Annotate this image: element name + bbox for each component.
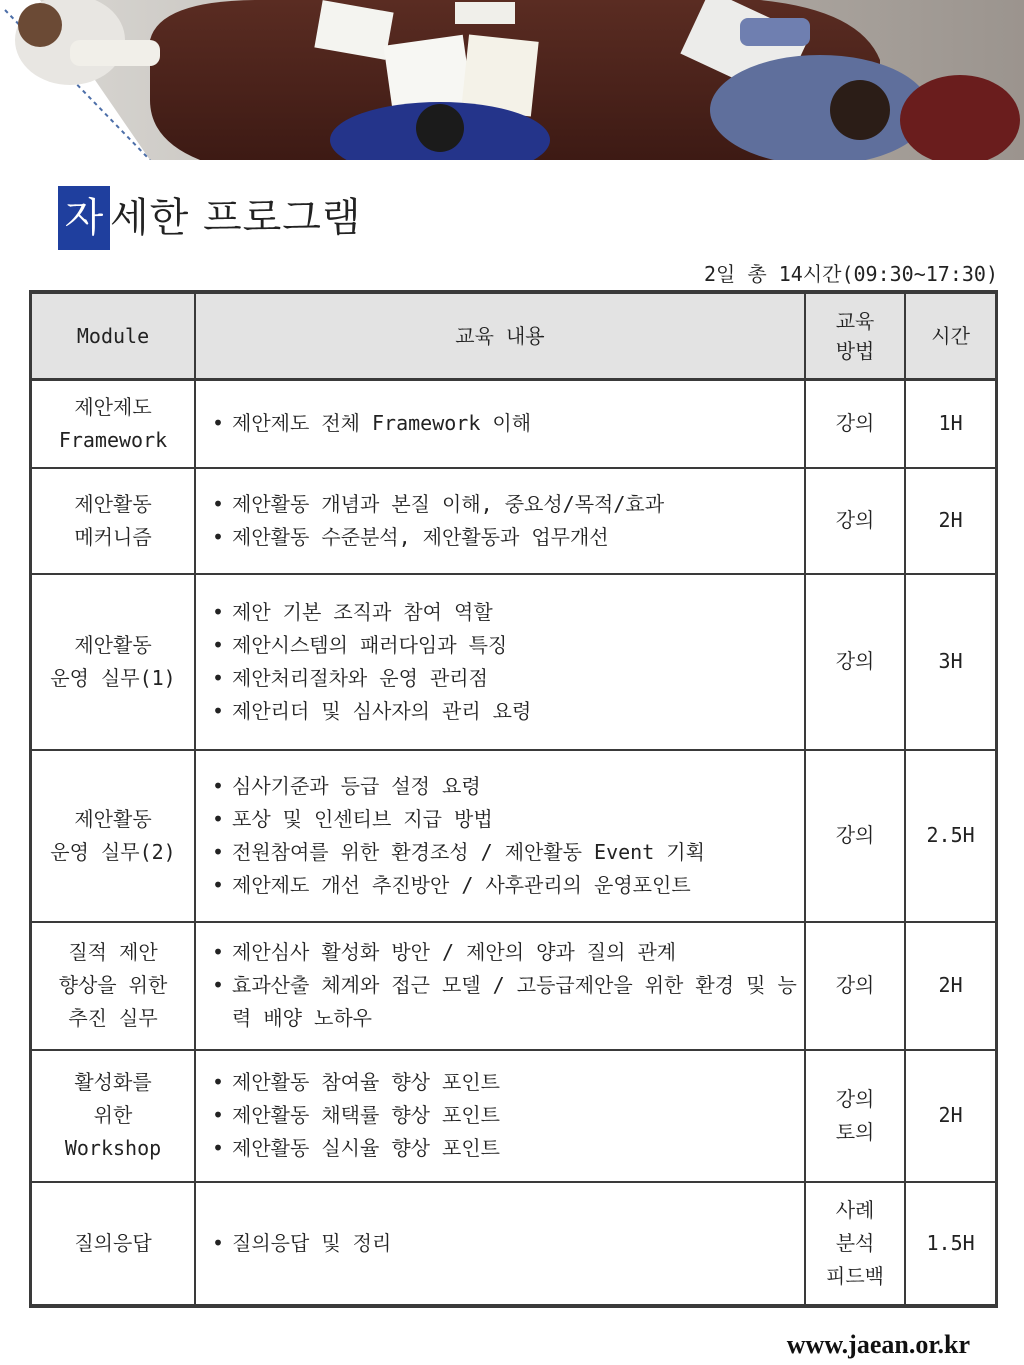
method-line: 강의 [835, 823, 875, 847]
cell-method [805, 750, 905, 922]
module-line: 질적 제안 [68, 940, 158, 964]
header-photo [0, 0, 1024, 160]
method-line: 피드백 [826, 1263, 885, 1288]
table-row [31, 750, 997, 922]
module-line: 운영 실무(2) [50, 839, 176, 864]
list-item: • 효과산출 체계와 접근 모델 / 고등급제안을 위한 환경 및 능력 배양 노하우 [210, 969, 804, 1035]
method-line: 강의 [835, 411, 875, 436]
header-time: 시간 [905, 292, 996, 380]
list-item: • 제안활동 수준분석, 제안활동과 업무개선 [210, 521, 804, 554]
list-item: • 제안처리절차와 운영 관리점 [210, 662, 804, 695]
method-line: 강의 [835, 973, 875, 997]
cell-content [195, 1050, 805, 1182]
footer-url: www.jaean.or.kr [786, 1330, 970, 1359]
title-highlight: 자 [58, 186, 110, 250]
list-item: • 제안 기본 조직과 참여 역할 [210, 596, 804, 629]
cell-time: 2H [905, 1050, 996, 1182]
cell-method [805, 380, 905, 468]
cell-time: 2H [905, 468, 996, 574]
header-method-line: 방법 [835, 339, 875, 363]
header-method [805, 292, 905, 380]
cell-time: 1H [905, 380, 996, 468]
table-body [31, 380, 997, 1306]
header-content: 교육 내용 [195, 292, 805, 380]
cell-method [805, 1050, 905, 1182]
title-text: 세한 프로그램 [110, 195, 362, 241]
list-item: • 제안활동 개념과 본질 이해, 중요성/목적/효과 [210, 488, 804, 521]
cell-module [31, 922, 196, 1050]
list-item: • 제안심사 활성화 방안 / 제안의 양과 질의 관계 [210, 936, 804, 969]
module-line: 제안활동 [74, 491, 152, 516]
meeting-photo-icon [0, 0, 1024, 160]
list-item: • 제안제도 개선 추진방안 / 사후관리의 운영포인트 [210, 869, 804, 902]
module-line: 질의응답 [74, 1230, 152, 1255]
program-table [29, 290, 998, 1308]
module-line: 추진 실무 [68, 1006, 158, 1030]
method-line: 강의 [835, 1086, 875, 1111]
table-row [31, 1050, 997, 1182]
module-line: 메커니즘 [74, 524, 152, 549]
cell-method [805, 1182, 905, 1306]
cell-method [805, 574, 905, 750]
module-line: Framework [58, 427, 168, 452]
cell-module [31, 574, 196, 750]
content-list [210, 596, 804, 728]
cell-time: 2.5H [905, 750, 996, 922]
module-line: 제안제도 [74, 394, 152, 419]
module-line: Workshop [64, 1136, 162, 1160]
module-line: 활성화를 [74, 1070, 152, 1094]
list-item: • 제안활동 참여율 향상 포인트 [210, 1066, 804, 1099]
module-line: 운영 실무(1) [50, 665, 176, 690]
method-line: 분석 [835, 1230, 875, 1255]
table-row [31, 922, 997, 1050]
cell-module [31, 380, 196, 468]
method-line: 강의 [835, 508, 875, 532]
cell-module [31, 750, 196, 922]
list-item: • 포상 및 인센티브 지급 방법 [210, 803, 804, 836]
content-list [210, 1066, 804, 1165]
schedule-summary: 2일 총 14시간(09:30~17:30) [703, 262, 998, 286]
cell-content [195, 468, 805, 574]
list-item: • 제안활동 채택률 향상 포인트 [210, 1099, 804, 1132]
cell-content [195, 380, 805, 468]
table-row [31, 1182, 997, 1306]
cell-method [805, 922, 905, 1050]
module-line: 향상을 위한 [58, 973, 168, 997]
list-item: • 제안리더 및 심사자의 관리 요령 [210, 695, 804, 728]
method-line: 사례 [835, 1197, 875, 1222]
cell-time: 1.5H [905, 1182, 996, 1306]
module-line: 제안활동 [74, 806, 152, 831]
module-line: 위한 [93, 1103, 133, 1127]
content-list [210, 1227, 804, 1260]
content-list [210, 488, 804, 554]
list-item: • 심사기준과 등급 설정 요령 [210, 770, 804, 803]
list-item: • 질의응답 및 정리 [210, 1227, 804, 1260]
table-row [31, 574, 997, 750]
table-header-row [31, 292, 997, 380]
cell-module [31, 468, 196, 574]
cell-module [31, 1050, 196, 1182]
method-line: 강의 [835, 649, 875, 673]
cell-time: 2H [905, 922, 996, 1050]
cell-module [31, 1182, 196, 1306]
module-line: 제안활동 [74, 632, 152, 657]
cell-method [805, 468, 905, 574]
list-item: • 제안제도 전체 Framework 이해 [210, 407, 804, 440]
cell-time: 3H [905, 574, 996, 750]
list-item: • 제안활동 실시율 향상 포인트 [210, 1132, 804, 1165]
header-module: Module [31, 292, 196, 380]
table-row [31, 380, 997, 468]
method-line: 토의 [835, 1119, 875, 1144]
content-list [210, 407, 804, 440]
cell-content [195, 750, 805, 922]
header-method-line: 교육 [835, 309, 875, 333]
list-item: • 제안시스템의 패러다임과 특징 [210, 629, 804, 662]
cell-content [195, 574, 805, 750]
content-list [210, 936, 804, 1035]
list-item: • 전원참여를 위한 환경조성 / 제안활동 Event 기획 [210, 836, 804, 869]
content-list [210, 770, 804, 902]
cell-content [195, 922, 805, 1050]
cell-content [195, 1182, 805, 1306]
page-title [58, 186, 362, 250]
table-row [31, 468, 997, 574]
